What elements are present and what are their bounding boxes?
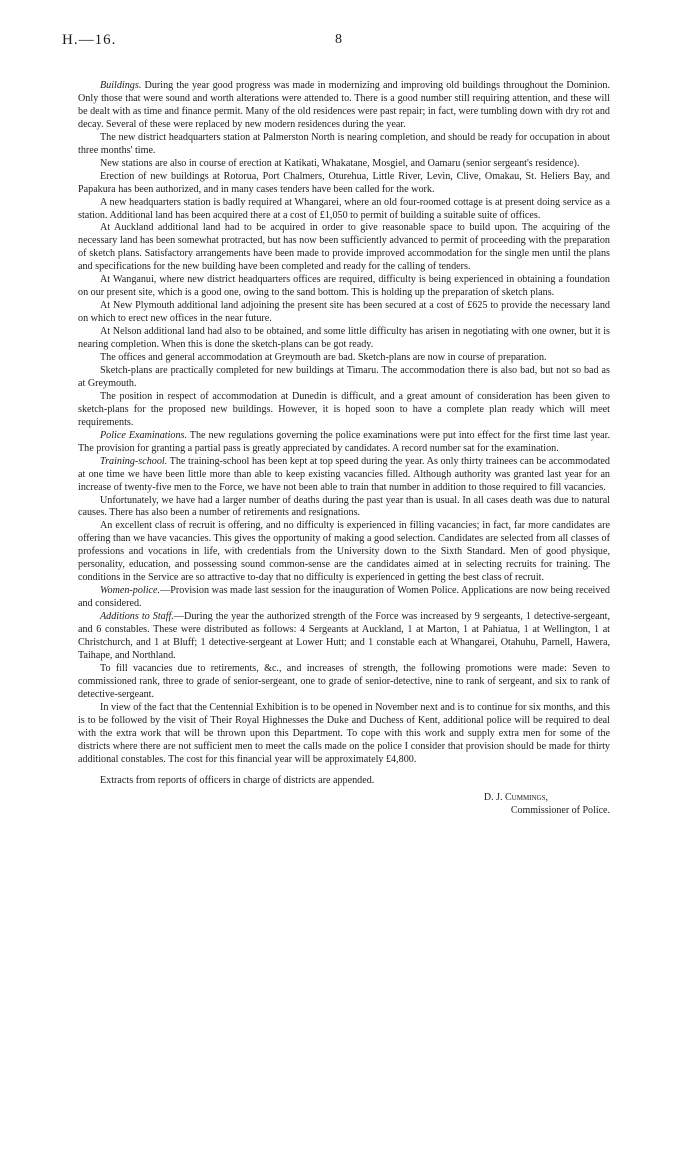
signatory-name: D. J. Cummings, — [483, 792, 548, 804]
series-reference: H.—16. — [62, 32, 117, 48]
paragraph — [78, 274, 610, 300]
paragraph — [78, 222, 610, 274]
paragraph-text: The new district headquarters station at Palmerston North is nearing completion, and should be ready for occupation in about three months' time. — [78, 131, 610, 156]
paragraph-heading: Women-police. — [100, 585, 161, 597]
paragraph-text: New stations are also in course of erection at Katikati, Whakatane, Mosgiel, and Oamaru (senior sergeant's residence). — [100, 157, 580, 169]
paragraph-heading: Training-school. — [100, 455, 168, 467]
paragraph-text: During the year good progress was made in modernizing and improving old buildings throughout the Dominion. Only those that were sound and worth alterations were attended to. There is a good number still requiring attention, and these will be dealt with as time and finance permit. Many of the old residences were past repair; in fact, were tumbling down with dry rot and decay. Several of these were replaced by new modern residences during the year. — [78, 80, 610, 130]
paragraph — [78, 611, 610, 663]
paragraph — [78, 663, 610, 702]
paragraph-text: The new regulations governing the police examinations were put into effect for the first time last year. The provision for granting a partial pass is greatly appreciated by candidates. A record number sat for the examination. — [78, 429, 610, 454]
paragraph — [78, 456, 610, 495]
paragraph — [78, 132, 610, 158]
paragraph-text: —During the year the authorized strength of the Force was increased by 9 sergeants, 1 detective-sergeant, and 6 constables. These were distributed as follows: 4 Sergeants at Auckland, 1 at Marton, 1 at Pahiatua, 1 at Wellington, 1 at Christchurch, and 1 at Bluff; 1 detective-sergeant at Lower Hutt; and 1 constable each at Whangarei, Otahuhu, Parnell, Hawera, Taihape, and Northland. — [78, 611, 610, 661]
paragraph — [78, 430, 610, 456]
paragraph-text: The training-school has been kept at top speed during the year. As only thirty trainees can be accommodated at one time we have been little more than able to keep existing vacancies filled. Although authority was granted last year for an increase of twenty-five men to the Force, we have not been able to train that number in addition to those required to fill vacancies. — [78, 455, 610, 493]
closing-line: Extracts from reports of officers in charge of districts are appended. — [100, 774, 375, 786]
paragraph-text: Erection of new buildings at Rotorua, Port Chalmers, Oturehua, Little River, Levin, Clive, Omakau, St. Heliers Bay, and Papakura has been authorized, and in many cases tenders have been called for the work. — [78, 170, 610, 195]
paragraph — [78, 365, 610, 391]
paragraph — [78, 300, 610, 326]
paragraph — [78, 702, 610, 767]
paragraph — [78, 326, 610, 352]
paragraph — [78, 585, 610, 611]
paragraph-text: The offices and general accommodation at Greymouth are bad. Sketch-plans are now in course of preparation. — [100, 352, 547, 364]
paragraph-text: A new headquarters station is badly required at Whangarei, where an old four-roomed cottage is at present doing service as a station. Additional land has been acquired there at a cost of £1,050 to permit of building a suitable suite of offices. — [78, 196, 610, 221]
paragraph — [78, 171, 610, 197]
report-body — [78, 80, 610, 817]
paragraph-list — [78, 80, 610, 767]
paragraph-heading: Police Examinations. — [100, 429, 188, 441]
paragraph — [78, 158, 610, 171]
paragraph — [78, 197, 610, 223]
paragraph-text: At Auckland additional land had to be acquired in order to give reasonable space to build upon. The acquiring of the necessary land has been somewhat protracted, but has now been sufficiently advanced to permit of proceeding with the preparation of sketch plans. Satisfactory arrangements have been made to provide improved accommodation for the single men until the plans and specifications for the new building have been completed and ready for the calling of tenders. — [78, 222, 610, 273]
paragraph-text: The position in respect of accommodation at Dunedin is difficult, and a great amount of consideration has been given to sketch-plans for the proposed new buildings. However, it is hoped soon to have a complete plan ready which will meet requirements. — [78, 390, 610, 428]
paragraph-text: Sketch-plans are practically completed for new buildings at Timaru. The accommodation there is also bad, but not so bad as at Greymouth. — [78, 364, 610, 389]
paragraph — [78, 352, 610, 365]
paragraph — [78, 520, 610, 585]
page-number: 8 — [335, 32, 342, 47]
signature-block — [78, 791, 610, 817]
paragraph-text: At Wanganui, where new district headquarters offices are required, difficulty is being experienced in obtaining a foundation on our present site, which is a good one, owing to the sand bottom. This is holding up the preparation of sketch plans. — [78, 274, 610, 299]
paragraph-heading: Additions to Staff. — [100, 611, 174, 623]
paragraph-text: —Provision was made last session for the inauguration of Women Police. Applications are now being received and considered. — [78, 585, 610, 610]
paragraph — [78, 495, 610, 521]
paragraph-text: An excellent class of recruit is offering, and no difficulty is experienced in filling vacancies; in fact, far more candidates are offering than we have vacancies. This gives the opportunity of making a good selection. Candidates are selected from all classes of professions and vocations in life, with credentials from the University down to the Sixth Standard. Men of good physique, personality, education, and possessing sound common-sense are the candidates aimed at in selecting recruits for training. The conditions in the Service are so attractive to-day that no difficulty is experienced in getting the best class of recruit. — [78, 520, 610, 584]
paragraph-text: In view of the fact that the Centennial Exhibition is to be opened in November next and is to continue for six months, and this is to be followed by the visit of Their Royal Highnesses the Duke and Duchess of Kent, additional police will be required to deal with the extra work that will be thrown upon this Department. To cope with this work and supply extra men for some of the districts where there are not sufficient men to meet the calls made on the police I consider that provision should be made for thirty additional constables. The cost for this financial year will be approximately £4,800. — [78, 701, 610, 765]
paragraph-text: Unfortunately, we have had a larger number of deaths during the past year than is usual. In all cases death was due to natural causes. There has also been a number of retirements and resignations. — [78, 494, 610, 519]
paragraph-heading: Buildings. — [100, 80, 142, 91]
page-header — [0, 28, 700, 52]
paragraph-text: At Nelson additional land had also to be obtained, and some little difficulty has arisen in negotiating with one owner, but it is nearing completion. When this is done the sketch-plans can be got ready. — [78, 326, 610, 351]
paragraph-text: At New Plymouth additional land adjoining the present site has been secured at a cost of £625 to provide the necessary land on which to erect new offices in the near future. — [78, 300, 610, 325]
paragraph — [78, 80, 610, 132]
paragraph-text: To fill vacancies due to retirements, &c., and increases of strength, the following promotions were made: Seven to commissioned rank, three to grade of senior-sergeant, one to grade of senior-detective, nine to rank of sergeant, and six to rank of detective-sergeant. — [78, 662, 610, 700]
paragraph — [78, 391, 610, 430]
signatory-title: Commissioner of Police. — [510, 805, 610, 817]
